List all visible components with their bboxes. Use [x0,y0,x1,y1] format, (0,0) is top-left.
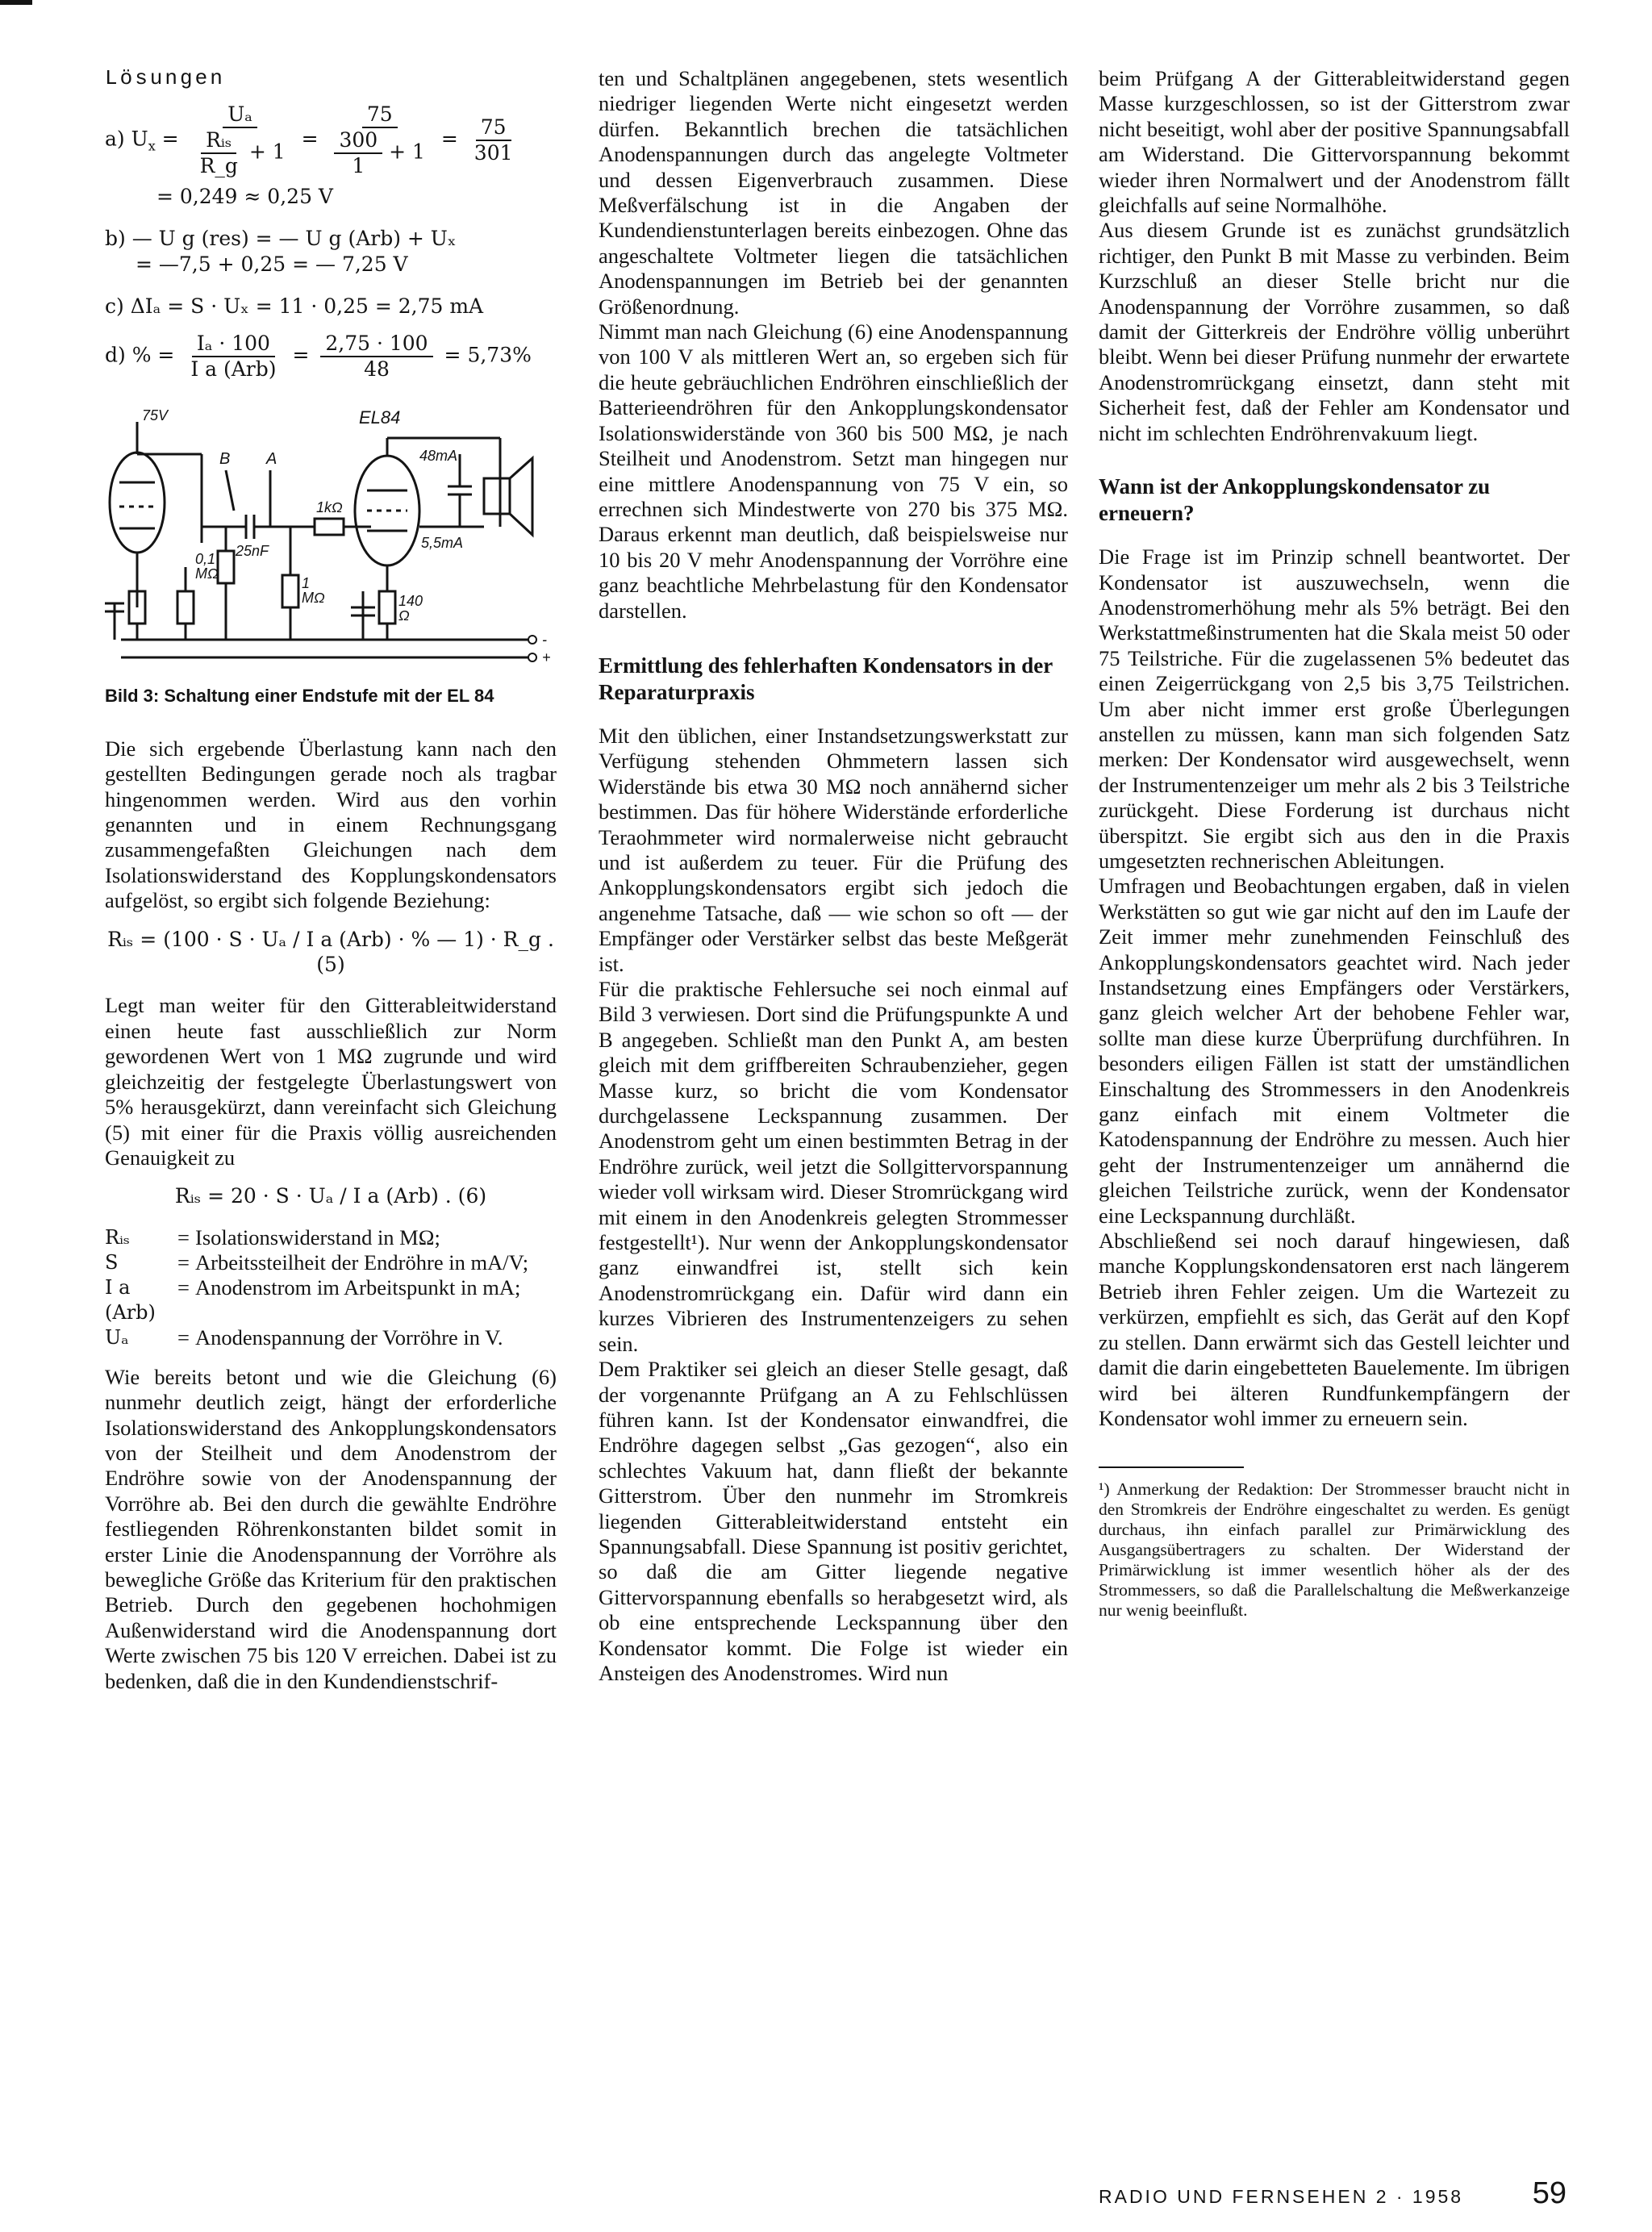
solution-a-frac1: Uₐ $\frac{\text{Rᵢₛ}}{R\_g}$ + 1 [199,102,286,178]
label-25nf: 25nF [236,543,269,560]
circuit-diagram [105,406,557,672]
col3-paragraph-4: Umfragen und Beobachtungen ergaben, daß in vielen Werkstätten so gut wie gar nicht auf den im Laufe der Zeit immer mehr zunehmenden Feinschluß des Ankopplungskondensators geachtet wird. Nach jeder Instandsetzung eines Empfängers oder Verstärkers, ganz gleich welcher Art der behobene Fehler war, sollte man diese kurze Überprüfung durchführen. In besonders eiligen Fällen ist statt der umständlichen Einschaltung des Strommessers in den Anodenkreis ganz einfach mit einem Voltmeter die Katodenspannung der Endröhre zu messen. Auch hier geht der Instrumentenzeiger um annähernd die gleichen Teilstriche zurück, wenn der Kondensator eine Leckspannung durchläßt. [1099,874,1570,1228]
solution-b-line2: = —7,5 + 0,25 = — 7,25 V [136,252,408,277]
footnote-rule [1099,1466,1244,1468]
solution-c: c) ΔIₐ = S · Uₓ = 11 · 0,25 = 2,75 mA [105,294,484,319]
definition-row: Rᵢₛ = Isolationswiderstand in MΩ; [105,1224,440,1250]
solution-a-frac3: $\frac{75}{301}$ [473,115,513,165]
solution-d: d) % = $\frac{\text{Iₐ · 100}}{\text{I a (Arb)}}$ = $\frac{2,75 \cdot 100}{48}$ = 5,73% [105,332,532,382]
col3-paragraph-3: Die Frage ist im Prinzip schnell beantwortet. Der Kondensator ist auszuwechseln, wenn die Anodenstromerhöhung mehr als 5% beträgt. Bei den Werkstattmeßinstrumenten hat die Skala meist 50 oder 75 Teilstriche. Für die zugelassenen 5% bedeutet das einen Zeigerrückgang von 2,5 bis 3,75 Teilstrichen. Um aber nicht immer erst große Überlegungen anstellen zu müssen, kann man sich folgenden Satz merken: Der Kondensator wird ausgewechselt, wenn der Instrumentenzeiger um mehr als 2 bis 3 Teilstriche zurückgeht. Diese Forderung ist durchaus nicht überspitzt. Sie ergibt sich aus den in die Praxis umgesetzten rechnerischen Ableitungen. [1099,544,1570,873]
label-ohm: Ω [398,607,410,624]
solution-a-result: = 0,249 ≈ 0,25 V [156,185,333,209]
column-3 [1099,66,1570,1621]
label-a: A [266,450,277,469]
symbol-definitions [105,1225,557,1350]
solutions-title: Lösungen [105,66,225,90]
definition-row: I a (Arb) = Anodenstrom im Arbeitspunkt in mA; [105,1275,521,1324]
label-mohm: MΩ [195,565,219,582]
edge-mark [0,0,32,5]
figure-caption: Bild 3: Schaltung einer Endstufe mit der EL 84 [105,686,494,707]
label-el84: EL84 [359,407,401,428]
col3-paragraph-1: beim Prüfgang A der Gitterableitwiderstand gegen Masse kurzgeschlossen, so ist der Gitterstrom zwar nicht beseitigt, wohl aber der positive Spannungsabfall am Widerstand. Die Gittervorspannung bekommt wieder ihren Normalwert und der Anodenstrom fällt gleichfalls auf seine Normalhöhe. [1099,66,1570,218]
column-2 [599,66,1068,1686]
col2-paragraph-4: Für die praktische Fehlersuche sei noch einmal auf Bild 3 verwiesen. Dort sind die Prüfungspunkte A und B angegeben. Schließt man den Punkt A, am besten gleich mit dem griffbereiten Schraubenzieher, gegen Masse kurz, so bricht die vom Kondensator durchgelassene Leckspannung zusammen. Der Anodenstrom geht um einen bestimmten Betrag in der Endröhre zurück, weil jetzt die Sollgittervorspannung wieder voll wirksam wird. Dieser Stromrückgang wird mit einem in den Anodenkreis gelegten Strommesser festgestellt¹). Nur wenn der Ankopplungskondensator ganz einwandfrei ist, stellt sich kein Anodenstromrückgang ein. Dafür wird dann ein kurzes Vibrieren des Instrumentenzeigers zu sehen sein. [599,977,1068,1356]
label-140: 140 [398,593,423,610]
solution-a-label: a) U [105,127,148,151]
col3-paragraph-2: Aus diesem Grunde ist es zunächst grundsätzlich richtiger, den Punkt B mit Masse zu verbinden. Beim Kurzschluß an dieser Stelle bricht nur die Anodenspannung der Vorröhre zusammen, so daß damit der Gitterkreis der Endröhre völlig unberührt bleibt. Wenn bei dieser Prüfung nunmehr der erwartete Anodenstromrückgang einsetzt, dann steht mit Sicherheit fest, daß der Fehler am Kondensator und nicht im schlechten Endröhrenvakuum liegt. [1099,218,1570,445]
label-55ma: 5,5mA [421,535,464,552]
definition-row: Uₐ = Anodenspannung der Vorröhre in V. [105,1325,503,1350]
col2-paragraph-1: ten und Schaltplänen angegebenen, stets wesentlich niedriger liegenden Werte nicht eingesetzt werden dürfen. Bekanntlich brechen die tatsächlichen Anodenspannungen durch das angelegte Voltmeter und dessen Eigenverbrauch zusammen. Diese Meßverfälschung ist in die Angaben der Kundendienstunterlagen bereits einbezogen. Ohne das angeschaltete Voltmeter liegen die tatsächlichen Anodenspannungen im Betrieb bei der genannten Größenordnung. [599,66,1068,319]
formula-5: Rᵢₛ = (100 · S · Uₐ / I a (Arb) · % — 1) · R_g . (5) [107,927,554,977]
solution-a-frac2: 75 $\frac{300}{1}$ + 1 [329,102,429,178]
col2-paragraph-2: Nimmt man nach Gleichung (6) eine Anodenspannung von 100 V als mittleren Wert an, so ergeben sich für die heute gebräuchlichen Endröhren einschließlich der Batterieendröhren für den Ankopplungskondensator Isolationswiderstände von 360 bis 500 MΩ, je nach Steilheit und Anodenstrom. Setzt man hingegen nur eine mittlere Anodenspannung von 75 V ein, so errechnen sich Mindestwerte von 270 bis 375 MΩ. Daraus erkennt man deutlich, daß beispielsweise nur 10 bis 20 V mehr Anodenspannung der Vorröhre eine ganz beachtliche Mehrbelastung für den Kondensator darstellen. [599,319,1068,623]
col1-paragraph-2: Legt man weiter für den Gitterableitwiderstand einen heute fast ausschließlich zur Norm gewordenen Wert von 1 MΩ zugrunde und wird gleichzeitig der festgelegte Überlastungswert von 5% herausgekürzt, dann vereinfacht sich Gleichung (5) mit einer für die Praxis völlig ausreichenden Genauigkeit zu [105,993,557,1170]
formula-6: Rᵢₛ = 20 · S · Uₐ / I a (Arb) . (6) [174,1184,487,1208]
label-r1: 1 [302,575,311,592]
label-minus: - [542,632,547,649]
label-mohm2: MΩ [302,590,325,607]
magazine-name: RADIO UND FERNSEHEN 2 · 1958 [1099,2186,1464,2207]
label-75v: 75V [142,407,169,424]
section-heading-ermittlung: Ermittlung des fehlerhaften Kondensators in der Reparaturpraxis [599,653,1053,704]
col1-paragraph-1: Die sich ergebende Überlastung kann nach den gestellten Bedingungen gerade noch als tragbar hingenommen werden. Wird aus den vorhin genannten und in einem Rechnungsgang zusammengefaßten Gleichungen nach dem Isolationswiderstand des Kopplungskondensators aufgelöst, so ergibt sich folgende Beziehung: [105,736,557,913]
label-01: 0,1 [195,551,216,568]
label-b: B [219,450,231,469]
page-number: 59 [1532,2176,1566,2210]
solution-a: a) $U_x$ = Uₐ $\frac{\text{Rᵢₛ}}{R\_g}$ + 1 = 75 $\frac{300}{1}$ + 1 = $\frac{75}{301}$ [105,102,557,178]
section-heading-erneuern: Wann ist der Ankopplungskondensator zu erneuern? [1099,474,1491,526]
definition-row: S = Arbeitssteilheit der Endröhre in mA/V; [105,1250,529,1275]
col3-paragraph-5: Abschließend sei noch darauf hingewiesen, daß manche Kopplungskondensatoren erst nach längerem Betrieb ihren Fehler zeigen. Um die Wartezeit zu verkürzen, empfiehlt es sich, das Gerät auf den Kopf zu stellen. Dann erwärmt sich das Gestell leichter und damit die darin eingebetteten Bauelemente. Im übrigen wird bei älteren Rundfunkempfängern der Kondensator wohl immer zu erneuern sein. [1099,1229,1570,1430]
col1-paragraph-3: Wie bereits betont und wie die Gleichung (6) nunmehr deutlich zeigt, hängt der erforderliche Isolationswiderstand des Ankopplungskondensators von der Steilheit und dem Anodenstrom der Endröhre sowie von der Anodenspannung der Vorröhre ab. Bei den durch die gewählte Endröhre festliegenden Röhrenkonstanten bildet somit in erster Linie die Anodenspannung der Vorröhre als bewegliche Größe das Kriterium für den praktischen Betrieb. Durch den gegebenen hochohmigen Außenwiderstand wird die Anodenspannung dort Werte zwischen 75 bis 120 V erreichen. Dabei ist zu bedenken, daß die in den Kundendienstschrif- [105,1364,557,1693]
footnote: ¹) Anmerkung der Redaktion: Der Strommesser braucht nicht in den Stromkreis der Endröhre eingeschaltet zu werden. Es genügt durchaus, ihn einfach parallel zur Primärwicklung des Ausgangsübertragers zu schalten. Der Widerstand der Primärwicklung ist immer wesentlich höher als der des Strommessers, so daß die Parallelschaltung die Meßwerkanzeige nur wenig beeinflußt. [1099,1479,1570,1621]
label-48ma: 48mA [419,448,458,465]
page-footer [1099,2176,1566,2211]
col2-paragraph-3: Mit den üblichen, einer Instandsetzungswerkstatt zur Verfügung stehenden Ohmmetern lassen sich Widerstände bis etwa 30 MΩ noch annähernd sicher bestimmen. Das für höhere Widerstände erforderliche Teraohmmeter wird normalerweise nicht gebraucht und ist außerdem zu teuer. Für die Prüfung des Ankopplungskondensators ergibt sich jedoch die angenehme Tatsache, daß — wie schon so oft — der Empfänger oder Verstärker selbst das beste Meßgerät ist. [599,723,1068,976]
solution-b-line1: b) — U g (res) = — U g (Arb) + Uₓ [105,227,457,251]
col2-paragraph-5: Dem Praktiker sei gleich an dieser Stelle gesagt, daß der vorgenannte Prüfgang an A zu Fehlschlüssen führen kann. Ist der Kondensator einwandfrei, die Endröhre dagegen selbst „Gas gezogen“, also ein schlechtes Vakuum hat, dann fließt der bekannte Gitterstrom. Über den nunmehr im Stromkreis liegenden Gitterableitwiderstand entsteht ein Spannungsabfall. Diese Spannung ist positiv gerichtet, so daß die am Gitter liegende negative Gittervorspannung ebenfalls so herabgesetzt wird, als ob eine entsprechende Leckspannung über den Kondensator kommt. Die Folge ist wieder ein Ansteigen des Anodenstromes. Wird nun [599,1357,1068,1685]
column-1 [105,66,557,1694]
label-1k: 1kΩ [316,499,343,516]
label-plus: + [542,649,551,666]
